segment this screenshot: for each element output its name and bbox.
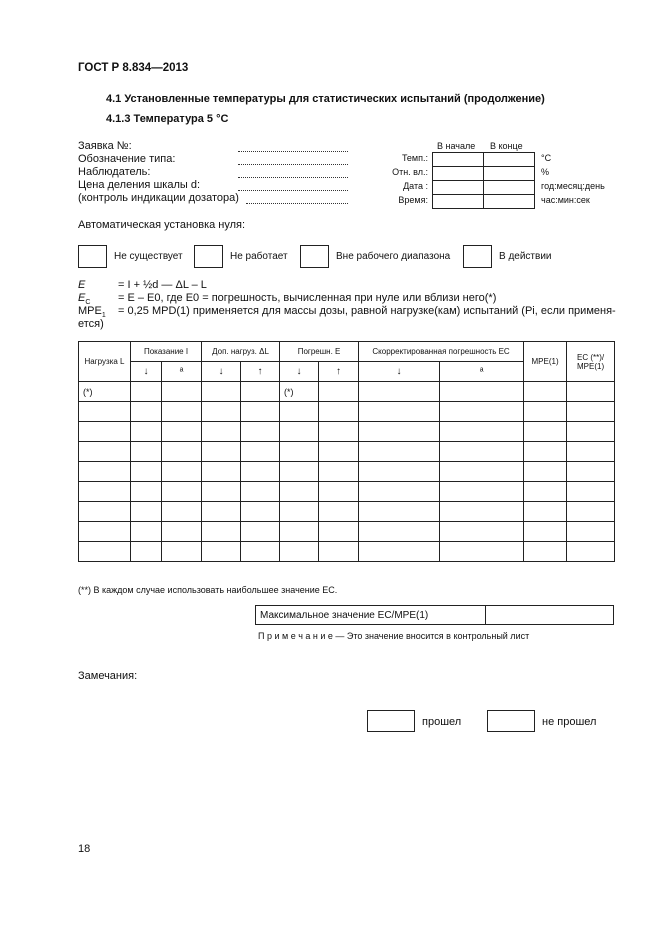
page-number: 18 bbox=[78, 843, 91, 855]
table-cell[interactable] bbox=[524, 502, 567, 522]
table-cell[interactable] bbox=[241, 382, 280, 402]
temp-end-cell[interactable] bbox=[484, 153, 535, 167]
table-row bbox=[79, 482, 615, 502]
table-cell[interactable] bbox=[359, 382, 440, 402]
table-cell[interactable] bbox=[280, 462, 319, 482]
table-cell[interactable] bbox=[567, 402, 615, 422]
col-start-label: В начале bbox=[437, 141, 476, 151]
option-not-exist-checkbox[interactable] bbox=[78, 245, 107, 268]
table-cell[interactable] bbox=[131, 542, 162, 562]
option-active-label: В действии bbox=[499, 251, 552, 262]
max-value-label: Максимальное значение EC/MPE(1) bbox=[256, 606, 486, 625]
date-label: Дата : bbox=[403, 181, 428, 191]
observer-field[interactable] bbox=[238, 168, 348, 178]
results-table bbox=[78, 341, 615, 562]
table-cell[interactable] bbox=[440, 422, 524, 442]
table-cell[interactable] bbox=[319, 522, 359, 542]
table-cell[interactable] bbox=[319, 502, 359, 522]
table-cell[interactable] bbox=[359, 442, 440, 462]
table-cell[interactable] bbox=[359, 482, 440, 502]
table-cell[interactable] bbox=[241, 482, 280, 502]
table-cell[interactable] bbox=[567, 542, 615, 562]
table-cell[interactable] bbox=[131, 522, 162, 542]
table-cell[interactable] bbox=[202, 422, 241, 442]
scale-label: Цена деления шкалы d: bbox=[78, 179, 200, 191]
scale-sub-field[interactable] bbox=[246, 194, 348, 204]
failed-label: не прошел bbox=[542, 716, 597, 728]
application-field[interactable] bbox=[238, 142, 348, 152]
table-cell[interactable] bbox=[241, 462, 280, 482]
first-row-error-mark: (*) bbox=[280, 382, 319, 402]
temp-start-cell[interactable] bbox=[433, 153, 484, 167]
option-not-working-label: Не работает bbox=[230, 251, 288, 262]
option-out-of-range-label: Вне рабочего диапазона bbox=[336, 251, 451, 262]
formula-mpe-continuation: ется) bbox=[78, 318, 104, 330]
arrow-mark: ᵃ bbox=[440, 362, 524, 382]
section-heading: 4.1 Установленные температуры для статистических испытаний (продолжение) bbox=[106, 93, 545, 105]
time-label: Время: bbox=[398, 195, 428, 205]
passed-checkbox[interactable] bbox=[367, 710, 415, 732]
formula-ec-symbol: $E_C$ bbox=[78, 292, 91, 307]
type-label: Обозначение типа: bbox=[78, 153, 176, 165]
temp-label: Темп.: bbox=[401, 153, 428, 163]
table-cell[interactable] bbox=[567, 522, 615, 542]
table-cell[interactable] bbox=[359, 462, 440, 482]
table-cell[interactable] bbox=[280, 402, 319, 422]
arrow-up-icon: ↑ bbox=[241, 362, 280, 382]
table-cell[interactable] bbox=[241, 442, 280, 462]
table-row bbox=[79, 522, 615, 542]
table-cell[interactable] bbox=[162, 422, 202, 442]
table-cell[interactable] bbox=[131, 462, 162, 482]
table-cell[interactable] bbox=[162, 542, 202, 562]
document-header: ГОСТ Р 8.834—2013 bbox=[78, 62, 189, 74]
table-cell[interactable] bbox=[440, 402, 524, 422]
table-row bbox=[79, 402, 615, 422]
table-cell[interactable] bbox=[319, 382, 359, 402]
table-cell[interactable] bbox=[162, 502, 202, 522]
table-cell[interactable] bbox=[79, 402, 131, 422]
max-value-cell[interactable] bbox=[486, 606, 614, 625]
arrow-up-icon: ↑ bbox=[319, 362, 359, 382]
header-mpe: MPE(1) bbox=[524, 342, 567, 382]
table-cell[interactable] bbox=[524, 442, 567, 462]
table-cell[interactable] bbox=[79, 502, 131, 522]
subsection-heading: 4.1.3 Температура 5 °С bbox=[106, 113, 229, 125]
table-cell[interactable] bbox=[319, 442, 359, 462]
time-unit: час:мин:сек bbox=[541, 195, 590, 205]
table-cell[interactable] bbox=[524, 422, 567, 442]
table-cell[interactable] bbox=[202, 522, 241, 542]
header-ratio: EC (**)/ MPE(1) bbox=[567, 342, 615, 382]
humidity-label: Отн. вл.: bbox=[392, 167, 428, 177]
table-cell[interactable] bbox=[567, 442, 615, 462]
passed-label: прошел bbox=[422, 716, 462, 728]
table-cell[interactable] bbox=[241, 542, 280, 562]
arrow-down-icon: ↓ bbox=[202, 362, 241, 382]
application-label: Заявка №: bbox=[78, 140, 132, 152]
table-cell[interactable] bbox=[162, 522, 202, 542]
table-cell[interactable] bbox=[202, 462, 241, 482]
option-active-checkbox[interactable] bbox=[463, 245, 492, 268]
option-not-exist-label: Не существует bbox=[114, 251, 183, 262]
table-cell[interactable] bbox=[524, 382, 567, 402]
table-cell[interactable] bbox=[359, 422, 440, 442]
table-cell[interactable] bbox=[440, 522, 524, 542]
table-cell[interactable] bbox=[280, 422, 319, 442]
time-end-cell[interactable] bbox=[484, 195, 535, 209]
table-row bbox=[79, 542, 615, 562]
table-cell[interactable] bbox=[280, 442, 319, 462]
table-cell[interactable] bbox=[79, 522, 131, 542]
formula-mpe-definition: = 0,25 MPD(1) применяется для массы дозы, равной нагрузке(кам) испытаний (Pi, если применя- bbox=[118, 305, 616, 317]
formula-ec-definition: = E – E0, где E0 = погрешность, вычисленная при нуле или вблизи него(*) bbox=[118, 292, 497, 304]
header-load: Нагрузка L bbox=[79, 342, 131, 382]
table-cell[interactable] bbox=[162, 382, 202, 402]
table-row bbox=[79, 422, 615, 442]
table-cell[interactable] bbox=[162, 462, 202, 482]
table-cell[interactable] bbox=[567, 482, 615, 502]
conditions-table bbox=[432, 152, 535, 209]
first-row-load-mark: (*) bbox=[79, 382, 131, 402]
option-out-of-range-checkbox[interactable] bbox=[300, 245, 329, 268]
table-cell[interactable] bbox=[241, 402, 280, 422]
table-cell[interactable] bbox=[162, 442, 202, 462]
option-not-working-checkbox[interactable] bbox=[194, 245, 223, 268]
table-cell[interactable] bbox=[359, 402, 440, 422]
failed-checkbox[interactable] bbox=[487, 710, 535, 732]
observer-label: Наблюдатель: bbox=[78, 166, 151, 178]
table-cell[interactable] bbox=[524, 462, 567, 482]
table-cell[interactable] bbox=[280, 502, 319, 522]
table-cell[interactable] bbox=[131, 482, 162, 502]
table-cell[interactable] bbox=[440, 482, 524, 502]
table-cell[interactable] bbox=[202, 442, 241, 462]
date-unit: год:месяц:день bbox=[541, 181, 605, 191]
table-cell[interactable] bbox=[202, 502, 241, 522]
formula-mpe-symbol: $MPE_1$ bbox=[78, 305, 106, 320]
table-cell[interactable] bbox=[241, 522, 280, 542]
humidity-end-cell[interactable] bbox=[484, 167, 535, 181]
table-cell[interactable] bbox=[131, 402, 162, 422]
time-start-cell[interactable] bbox=[433, 195, 484, 209]
formula-e-symbol: E bbox=[78, 279, 86, 291]
table-cell[interactable] bbox=[359, 522, 440, 542]
table-cell[interactable] bbox=[567, 422, 615, 442]
arrow-mark: ᵃ bbox=[162, 362, 202, 382]
date-start-cell[interactable] bbox=[433, 181, 484, 195]
table-cell[interactable] bbox=[280, 482, 319, 502]
table-cell[interactable] bbox=[280, 542, 319, 562]
scale-field[interactable] bbox=[238, 181, 348, 191]
table-cell[interactable] bbox=[280, 522, 319, 542]
table-cell[interactable] bbox=[440, 462, 524, 482]
max-value-table bbox=[255, 605, 614, 625]
table-cell[interactable] bbox=[202, 402, 241, 422]
table-cell[interactable] bbox=[79, 482, 131, 502]
arrow-down-icon: ↓ bbox=[359, 362, 440, 382]
header-reading: Показание I bbox=[131, 342, 202, 362]
table-cell[interactable] bbox=[202, 382, 241, 402]
table-cell[interactable] bbox=[79, 542, 131, 562]
table-cell[interactable] bbox=[440, 502, 524, 522]
table-cell[interactable] bbox=[567, 462, 615, 482]
table-cell[interactable] bbox=[319, 402, 359, 422]
table-cell[interactable] bbox=[440, 442, 524, 462]
table-cell[interactable] bbox=[319, 482, 359, 502]
table-row bbox=[79, 382, 615, 402]
header-add-load: Доп. нагруз. ΔL bbox=[202, 342, 280, 362]
table-cell[interactable] bbox=[79, 442, 131, 462]
table-cell[interactable] bbox=[359, 542, 440, 562]
table-cell[interactable] bbox=[440, 382, 524, 402]
table-cell[interactable] bbox=[131, 422, 162, 442]
scale-sub-label: (контроль индикации дозатора) bbox=[78, 192, 239, 204]
humidity-start-cell[interactable] bbox=[433, 167, 484, 181]
table-cell[interactable] bbox=[567, 382, 615, 402]
header-error: Погрешн. E bbox=[280, 342, 359, 362]
table-row bbox=[79, 442, 615, 462]
table-cell[interactable] bbox=[241, 422, 280, 442]
col-end-label: В конце bbox=[490, 141, 523, 151]
table-cell[interactable] bbox=[359, 502, 440, 522]
table-cell[interactable] bbox=[162, 402, 202, 422]
table-row bbox=[79, 502, 615, 522]
table-cell[interactable] bbox=[524, 522, 567, 542]
table-cell[interactable] bbox=[524, 402, 567, 422]
table-cell[interactable] bbox=[524, 482, 567, 502]
table-cell[interactable] bbox=[162, 482, 202, 502]
temp-unit: °С bbox=[541, 153, 552, 163]
arrow-down-icon: ↓ bbox=[280, 362, 319, 382]
table-cell[interactable] bbox=[79, 462, 131, 482]
zero-setting-label: Автоматическая установка нуля: bbox=[78, 219, 246, 231]
table-cell[interactable] bbox=[241, 502, 280, 522]
table-cell[interactable] bbox=[319, 422, 359, 442]
table-cell[interactable] bbox=[79, 422, 131, 442]
humidity-unit: % bbox=[541, 167, 550, 177]
table-cell[interactable] bbox=[131, 442, 162, 462]
type-field[interactable] bbox=[238, 155, 348, 165]
table-cell[interactable] bbox=[524, 542, 567, 562]
remarks-label: Замечания: bbox=[78, 670, 138, 682]
table-cell[interactable] bbox=[131, 502, 162, 522]
table-cell[interactable] bbox=[319, 462, 359, 482]
table-cell[interactable] bbox=[202, 482, 241, 502]
note: П р и м е ч а н и е — Это значение вносится в контрольный лист bbox=[258, 631, 530, 641]
formula-e-definition: = I + ½d — ΔL – L bbox=[118, 279, 207, 291]
table-row bbox=[79, 462, 615, 482]
table-cell[interactable] bbox=[202, 542, 241, 562]
arrow-down-icon: ↓ bbox=[131, 362, 162, 382]
table-cell[interactable] bbox=[567, 502, 615, 522]
table-cell[interactable] bbox=[319, 542, 359, 562]
footnote: (**) В каждом случае использовать наибольшее значение EC. bbox=[78, 585, 338, 595]
header-corrected-error: Скорректированная погрешность EC bbox=[359, 342, 524, 362]
table-cell[interactable] bbox=[131, 382, 162, 402]
table-cell[interactable] bbox=[440, 542, 524, 562]
date-end-cell[interactable] bbox=[484, 181, 535, 195]
